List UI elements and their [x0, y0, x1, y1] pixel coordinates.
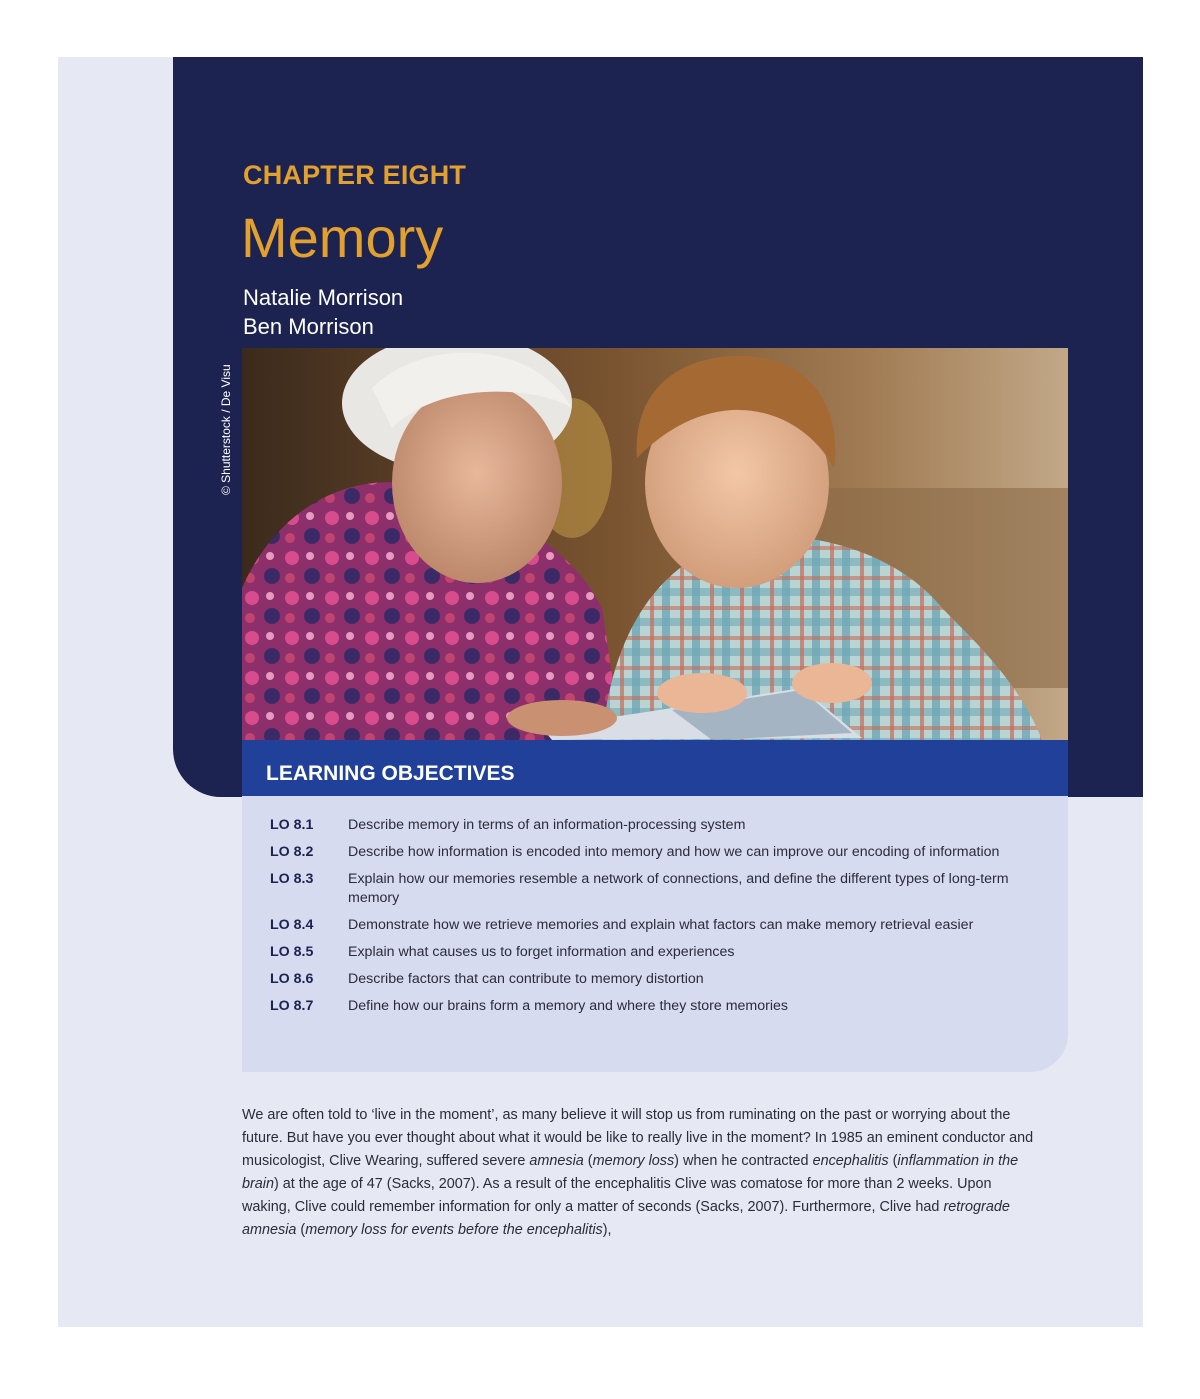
learning-objective-text: Describe how information is encoded into memory and how we can improve our encoding of information	[348, 844, 1000, 860]
learning-objective-text: Define how our brains form a memory and where they store memories	[348, 998, 788, 1014]
learning-objective-code: LO 8.5	[270, 944, 314, 960]
photo-credit-wrapper	[219, 364, 233, 645]
learning-objective-item	[270, 843, 1050, 862]
chapter-title: Memory	[241, 206, 444, 269]
learning-objective-code: LO 8.2	[270, 844, 314, 860]
learning-objective-item	[270, 970, 1050, 989]
body-text-segment: We are often told to ‘live in the moment’, as many believe it will stop us from ruminating on the past or worrying about the future. But have you ever thought about what it would be like to really live in the moment? In 1985 an eminent conductor and musicologist, Clive Wearing, suffered severe	[242, 1107, 1034, 1169]
learning-objective-text: Describe memory in terms of an information-processing system	[348, 817, 746, 833]
photo-credit: © Shutterstock / De Visu	[219, 364, 233, 495]
learning-objective-item	[270, 997, 1050, 1016]
body-text-segment: ),	[602, 1222, 612, 1238]
learning-objective-item	[270, 870, 1050, 908]
learning-objective-code: LO 8.1	[270, 817, 314, 833]
body-paragraph	[242, 1104, 1042, 1242]
learning-objective-text: Explain how our memories resemble a network of connections, and define the different types of long-term memory	[348, 871, 1009, 906]
body-text-segment: ) at the age of 47 (Sacks, 2007). As a result of the encephalitis Clive was comatose for more than 2 weeks. Upon waking, Clive could remember information for only a matter of seconds (Sacks, 2007). Furthermore, Clive had	[242, 1176, 992, 1215]
learning-objective-text: Demonstrate how we retrieve memories and explain what factors can make memory retrieval easier	[348, 917, 974, 933]
learning-objectives-heading: LEARNING OBJECTIVES	[266, 762, 515, 785]
chapter-label: CHAPTER EIGHT	[243, 160, 467, 190]
body-text-segment: (	[296, 1222, 306, 1238]
body-term: retrograde amnesia	[242, 1199, 1010, 1238]
body-text-segment: (	[888, 1153, 898, 1169]
body-term: memory loss for events before the encephalitis	[305, 1222, 603, 1238]
body-text-segment: (	[583, 1153, 593, 1169]
learning-objective-code: LO 8.6	[270, 971, 314, 987]
author-name: Ben Morrison	[243, 314, 374, 339]
learning-objective-item	[270, 943, 1050, 962]
learning-objective-code: LO 8.7	[270, 998, 314, 1014]
learning-objective-item	[270, 916, 1050, 935]
body-term: inflammation in the brain	[242, 1153, 1019, 1192]
learning-objective-code: LO 8.4	[270, 917, 314, 933]
learning-objective-text: Explain what causes us to forget information and experiences	[348, 944, 735, 960]
body-term: amnesia	[529, 1153, 584, 1169]
body-text-segment: ) when he contracted	[674, 1153, 813, 1169]
learning-objectives-header	[242, 740, 1068, 796]
learning-objective-text: Describe factors that can contribute to memory distortion	[348, 971, 704, 987]
learning-objectives-list	[270, 816, 1050, 1024]
body-term: memory loss	[592, 1153, 675, 1169]
body-term: encephalitis	[812, 1153, 889, 1169]
learning-objectives-box	[242, 796, 1068, 1072]
learning-objective-code: LO 8.3	[270, 871, 314, 887]
chapter-photo	[242, 348, 1068, 740]
author-name: Natalie Morrison	[243, 285, 404, 310]
learning-objective-item	[270, 816, 1050, 835]
